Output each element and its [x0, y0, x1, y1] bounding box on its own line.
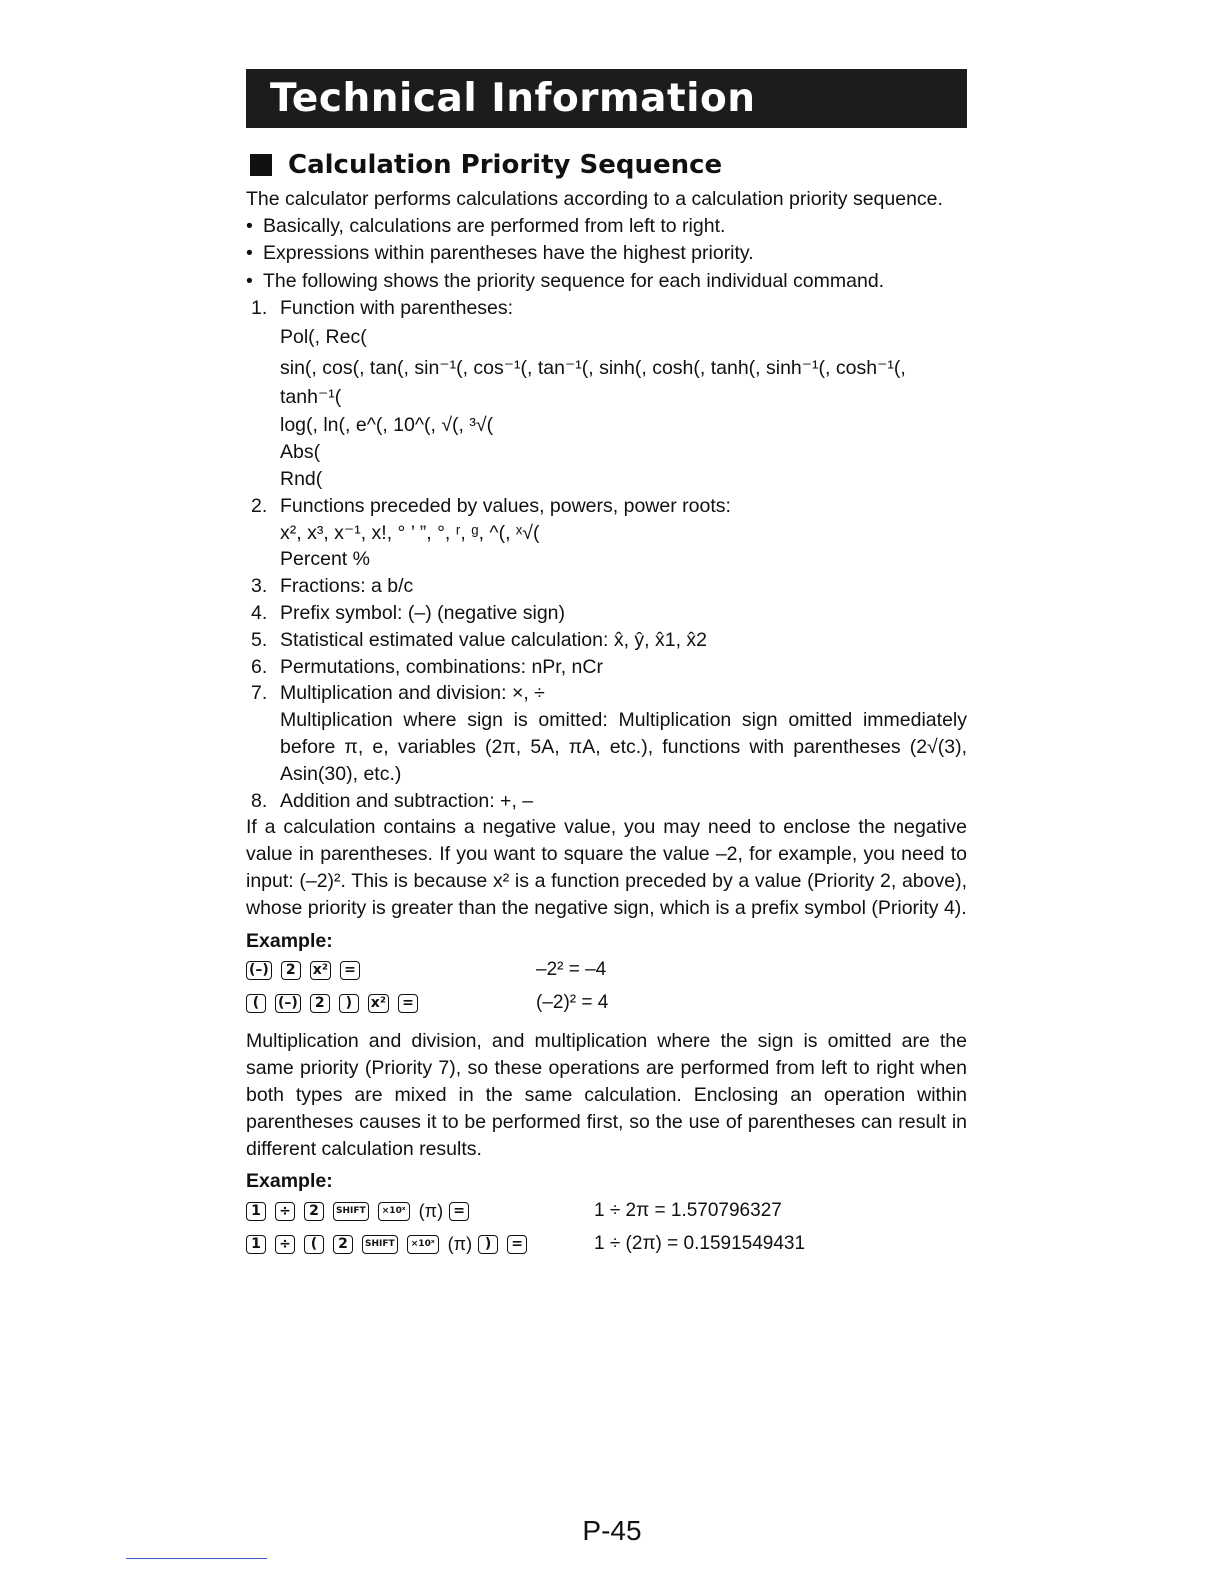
open-paren-key: ( [246, 994, 266, 1013]
page-number: P-45 [582, 1515, 642, 1546]
example-result: 1 ÷ (2π) = 0.1591549431 [594, 1233, 806, 1255]
section-heading [246, 148, 967, 182]
priority-4: 4. Prefix symbol: (–) (negative sign) [251, 601, 566, 624]
square-key: x² [310, 961, 331, 980]
digit-2-key: 2 [304, 1202, 324, 1221]
divide-key: ÷ [275, 1235, 295, 1254]
example-row [246, 1228, 967, 1261]
priority-3: 3. Fractions: a b/c [251, 575, 414, 598]
equals-key: = [340, 961, 360, 980]
page-content [246, 69, 967, 1261]
example-row [246, 954, 967, 987]
bullet-item: • Expressions within parentheses have the highest priority. [246, 240, 967, 267]
square-key: x² [368, 994, 389, 1013]
pi-label: (π) [447, 1234, 473, 1255]
section-title: Calculation Priority Sequence [288, 150, 723, 180]
square-bullet-icon [250, 154, 272, 176]
example-heading: Example: [246, 929, 333, 952]
footer-line [126, 1558, 267, 1559]
negative-key: (–) [275, 994, 301, 1013]
equals-key: = [449, 1202, 469, 1221]
priority-7-detail: Multiplication where sign is omitted: Multiplication sign omitted immediately before π, e, variables (2π, 5A, πA, etc.), functions with parentheses (2√(3), Asin(30), etc.) [280, 709, 967, 785]
x10-key: ×10ˣ [378, 1202, 410, 1221]
priority-2-line: x², x³, x⁻¹, x!, ° ’ ”, °, ʳ, ᵍ, ^(, ˣ√( [280, 521, 540, 544]
key-sequence [246, 961, 536, 980]
digit-2-key: 2 [333, 1235, 353, 1254]
shift-key: SHIFT [362, 1235, 398, 1254]
example-heading: Example: [246, 1170, 333, 1193]
key-sequence [246, 1231, 594, 1258]
shift-key: SHIFT [333, 1202, 369, 1221]
bullet-item: • Basically, calculations are performed from left to right. [246, 213, 967, 240]
intro-text: The calculator performs calculations according to a calculation priority sequence. [246, 188, 943, 210]
priority-1-line: Abs( [280, 441, 321, 464]
negative-value-paragraph: If a calculation contains a negative value, you may need to enclose the negative value in parentheses. If you want to square the value –2, for example, you need to input: (–2)². This is because x² is a function preceded by a value (Priority 2, above), whose priority is greater than the negative sign, which is a prefix symbol (Priority 4). [246, 816, 967, 919]
equals-key: = [398, 994, 418, 1013]
priority-7: 7. Multiplication and division: ×, ÷ [251, 682, 545, 705]
close-paren-key: ) [339, 994, 359, 1013]
pi-label: (π) [418, 1201, 444, 1222]
key-sequence [246, 994, 536, 1013]
digit-1-key: 1 [246, 1202, 266, 1221]
example-result: –2² = –4 [536, 959, 607, 981]
priority-1-line: sin(, cos(, tan(, sin⁻¹(, cos⁻¹(, tan⁻¹(, sinh(, cosh(, tanh(, sinh⁻¹(, cosh⁻¹(, [280, 356, 906, 379]
example-result: 1 ÷ 2π = 1.570796327 [594, 1200, 782, 1222]
equals-key: = [507, 1235, 527, 1254]
banner-title: Technical Information [246, 69, 967, 128]
priority-8: 8. Addition and subtraction: +, – [251, 789, 534, 812]
priority-2-title: 2. Functions preceded by values, powers, power roots: [251, 494, 731, 517]
divide-key: ÷ [275, 1202, 295, 1221]
priority-1-line: tanh⁻¹( [280, 385, 342, 408]
priority-5: 5. Statistical estimated value calculation: x̂, ŷ, x̂1, x̂2 [251, 628, 708, 651]
priority-6: 6. Permutations, combinations: nPr, nCr [251, 655, 603, 678]
multiplication-paragraph: Multiplication and division, and multiplication where the sign is omitted are the same priority (Priority 7), so these operations are performed from left to right when both types are mixed in the same calculation. Enclosing an operation within parentheses causes it to be performed first, so the use of parentheses can result in different calculation results. [246, 1030, 967, 1160]
negative-key: (–) [246, 961, 272, 980]
x10-key: ×10ˣ [407, 1235, 439, 1254]
priority-1-line: log(, ln(, e^(, 10^(, √(, ³√( [280, 414, 494, 437]
example-row [246, 987, 967, 1020]
bullet-item: • The following shows the priority sequence for each individual command. [246, 268, 967, 295]
priority-1-line: Rnd( [280, 467, 323, 490]
open-paren-key: ( [304, 1235, 324, 1254]
digit-1-key: 1 [246, 1235, 266, 1254]
digit-2-key: 2 [281, 961, 301, 980]
close-paren-key: ) [478, 1235, 498, 1254]
key-sequence [246, 1198, 594, 1225]
digit-2-key: 2 [310, 994, 330, 1013]
priority-1-title: 1. Function with parentheses: [251, 297, 514, 320]
priority-2-line: Percent % [280, 548, 370, 571]
example-result: (–2)² = 4 [536, 992, 609, 1014]
priority-1-line: Pol(, Rec( [280, 325, 367, 348]
example-row [246, 1195, 967, 1228]
